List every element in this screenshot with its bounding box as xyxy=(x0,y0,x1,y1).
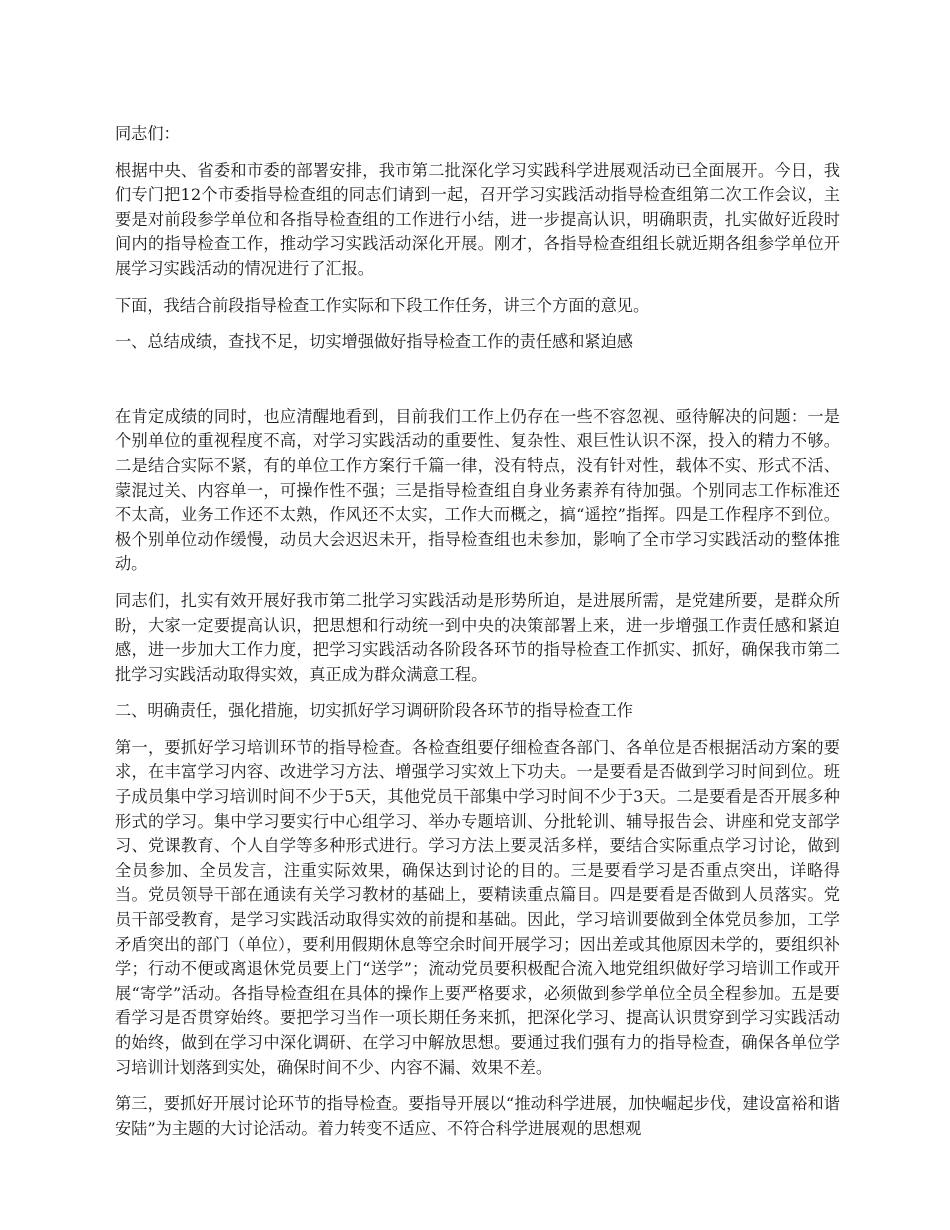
paragraph-outline: 下面，我结合前段指导检查工作实际和下段工作任务，讲三个方面的意见。 xyxy=(115,295,650,315)
paragraph-problems: 在肯定成绩的同时，也应清醒地看到，目前我们工作上仍存在一些不容忽视、亟待解决的问题：一是个别单位的重视程度不高，对学习实践活动的重要性、复杂性、艰巨性认识不深，投入的精力不够。二是结合实际不紧，有的单位工作方案行千篇一律，没有特点，没有针对性，载体不实、形式不活、蒙混过关、内容单一，可操作性不强；三是指导检查组自身业务素养有待加强。个别同志工作标准还不太高，业务工作还不太熟，作风还不太实，工作大而概之，搞“遥控”指挥。四是工作程序不到位。极个别单位动作缓慢，动员大会迟迟未开，指导检查组也未参加，影响了全市学习实践活动的整体推动。 xyxy=(115,406,840,574)
section-heading-1: 一、总结成绩，查找不足，切实增强做好指导检查工作的责任感和紧迫感 xyxy=(115,332,633,352)
blank-space xyxy=(115,367,840,405)
section-heading-2: 二、明确责任，强化措施，切实抓好学习调研阶段各环节的指导检查工作 xyxy=(115,701,633,721)
paragraph-call-to-action: 同志们，扎实有效开展好我市第二批学习实践活动是形势所迫，是进展所需，是党建所要，是群众所盼，大家一定要提高认识，把思想和行动统一到中央的决策部署上来，进一步增强工作责任感和紧迫感，进一步加大工作力度，把学习实践活动各阶段各环节的指导检查工作抓实、抓好，确保我市第二批学习实践活动取得实效，真正成为群众满意工程。 xyxy=(115,590,840,684)
paragraph-study-training: 第一，要抓好学习培训环节的指导检查。各检查组要仔细检查各部门、各单位是否根据活动方案的要求，在丰富学习内容、改进学习方法、增强学习实效上下功夫。一是要看是否做到学习时间到位。班子成员集中学习培训时间不少于5天，其他党员干部集中学习时间不少于3天。二是要看是否开展多种形式的学习。集中学习要实行中心组学习、举办专题培训、分批轮训、辅导报告会、讲座和党支部学习、党课教育、个人自学等多种形式进行。学习方法上要灵活多样，要结合实际重点学习讨论，做到全员参加、全员发言，注重实际效果，确保达到讨论的目的。三是要看学习是否重点突出，详略得当。党员领导干部在通读有关学习教材的基础上，要精读重点篇目。四是要看是否做到人员落实。党员干部受教育，是学习实践活动取得实效的前提和基础。因此，学习培训要做到全体党员参加，工学矛盾突出的部门（单位），要利用假期休息等空余时间开展学习；因出差或其他原因未学的，要组织补学；行动不便或离退休党员要上门“送学”；流动党员要积极配合流入地党组织做好学习培训工作或开展“寄学”活动。各指导检查组在具体的操作上要严格要求，必须做到参学单位全员全程参加。五是要看学习是否贯穿始终。要把学习当作一项长期任务来抓，把深化学习、提高认识贯穿到学习实践活动的始终，做到在学习中深化调研、在学习中解放思想。要通过我们强有力的指导检查，确保各单位学习培训计划落到实处，确保时间不少、内容不漏、效果不差。 xyxy=(115,737,840,1077)
paragraph-intro: 根据中央、省委和市委的部署安排，我市第二批深化学习实践科学进展观活动已全面展开。今日，我们专门把12个市委指导检查组的同志们请到一起，召开学习实践活动指导检查组第二次工作会议，主要是对前段参学单位和各指导检查组的工作进行小结，进一步提高认识，明确职责，扎实做好近段时间内的指导检查工作，推动学习实践活动深化开展。刚才，各指导检查组组长就近期各组参学单位开展学习实践活动的情况进行了汇报。 xyxy=(115,160,840,278)
document-body xyxy=(115,122,840,1153)
paragraph-discussion: 第三，要抓好开展讨论环节的指导检查。要指导开展以“推动科学进展，加快崛起步伐，建设富裕和谐安陆”为主题的大讨论活动。着力转变不适应、不符合科学进展观的思想观 xyxy=(115,1094,840,1138)
salutation: 同志们： xyxy=(115,124,180,143)
